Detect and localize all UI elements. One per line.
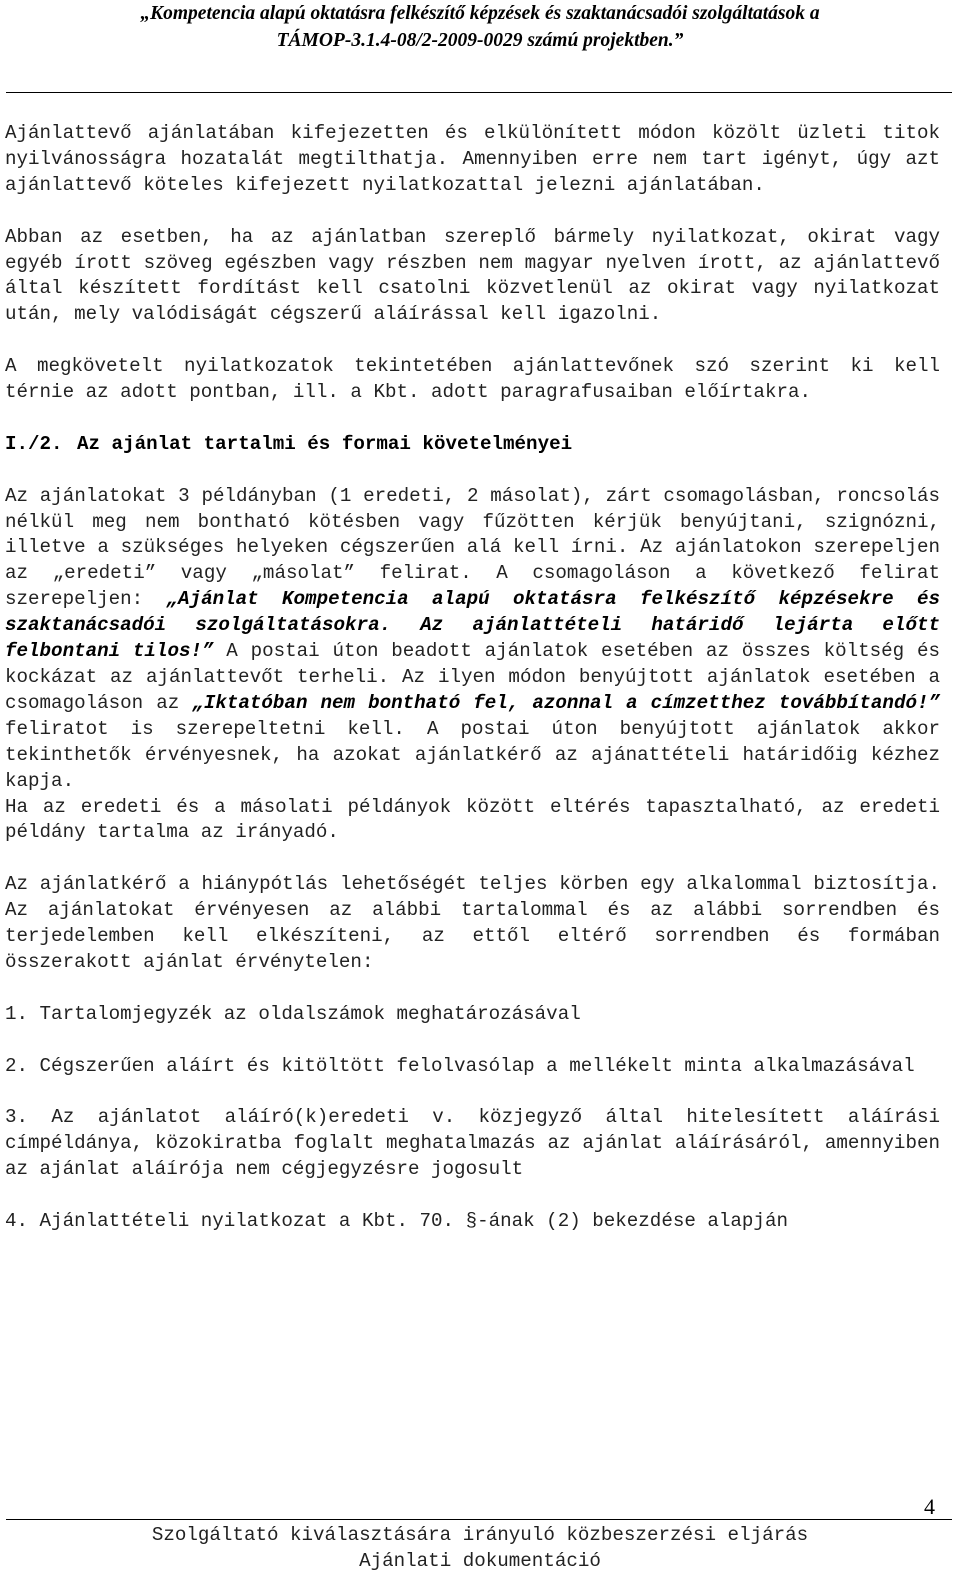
footer-line-2: Ajánlati dokumentáció [359,1550,601,1572]
list-item: 3. Az ajánlatot aláíró(k)eredeti v. közjegyző által hitelesített aláírási címpéldánya, közokiratba foglalt meghatalmazás az ajánlat aláírásáról, amennyiben az ajánlat aláírója nem cégjegyzésre jogosult [5,1106,940,1181]
submission-text-3: feliratot is szerepeltetni kell. A postai úton benyújtott ajánlatok akkor tekinthetők érvényesnek, ha azokat ajánlatkérő az ajánattételi határidőig kézhez kapja. [5,717,940,792]
submission-text-2: A postai úton beadott ajánlatok esetében az összes költség és kockázat az ajánlattevőt terheli. Az ilyen módon benyújtott ajánlatok esetében a csomagoláson az [5,640,940,714]
paragraph-trade-secret: Ajánlattevő ajánlatában kifejezetten és elkülönített módon közölt üzleti titok nyilvánosságra hozatalát megtilthatja. Amennyiben erre nem tart igényt, úgy azt ajánlattevő köteles kifejezett nyilatkozattal jelezni ajánlatában. [5,122,940,196]
paragraph-declarations: A megkövetelt nyilatkozatok tekintetében ajánlattevőnek szó szerint ki kell térnie az adott pontban, ill. a Kbt. adott paragrafusaiban előírtakra. [5,355,940,404]
paragraph-original-copy: Ha az eredeti és a másolati példányok között eltérés tapasztalható, az eredeti példány tartalma az irányadó. [5,795,940,844]
footer-line-1: Szolgáltató kiválasztására irányuló közbeszerzési eljárás [151,1524,809,1546]
paragraph-deficiency: Az ajánlatkérő a hiánypótlás lehetőségét teljes körben egy alkalommal biztosítja. Az ajánlatokat érvényesen az alábbi tartalommal és az alábbi sorrendben és terjedelemben kell elkészíteni, az ettől eltérő sorrendben és formában összerakott ajánlat érvénytelen: [5,873,940,973]
header-line-1: „Kompetencia alapú oktatásra felkészítő képzések és szaktanácsadói szolgáltatások a [140,3,820,24]
page-number: 4 [924,1494,935,1519]
page-header [0,0,960,54]
document-body [5,121,940,1235]
section-heading [5,432,940,458]
registry-label-text: „Iktatóban nem bontható fel, azonnal a címzetthez továbbítandó!” [192,691,940,714]
envelope-label-text: „Ajánlat Kompetencia alapú oktatásra felkészítő képzésekre és szaktanácsadói szolgáltatásokra. Az ajánlattételi határidő lejárta előtt felbontani tilos!” [5,588,940,663]
paragraph-submission [5,484,940,795]
submission-text-1: Az ajánlatokat 3 példányban (1 eredeti, 2 másolat), zárt csomagolásban, roncsolás nélkül meg nem bontható kötésben vagy fűzötten kérjük benyújtani, szignózni, illetve a szükséges helyeken cégszerűen alá kell írni. Az ajánlatokon szerepeljen az „eredeti” vagy „másolat” felirat. A csomagoláson a következő felirat szerepeljen: [5,484,940,611]
paragraph-translation: Abban az esetben, ha az ajánlatban szereplő bármely nyilatkozat, okirat vagy egyéb írott szöveg egészben vagy részben nem magyar nyelven írott, az ajánlattevő által készített fordítást kell csatolni közvetlenül az okirat vagy nyilatkozat után, mely valódiságát cégszerű aláírással kell igazolni. [5,225,940,326]
footer-divider [6,1519,952,1520]
section-number: I./2. [5,432,63,455]
header-divider [6,92,952,93]
section-title: Az ajánlat tartalmi és formai követelményei [77,432,573,455]
header-line-2: TÁMOP-3.1.4-08/2-2009-0029 számú projektben.” [276,30,684,51]
list-item: 2. Cégszerűen aláírt és kitöltött felolvasólap a mellékelt minta alkalmazásával [5,1054,915,1077]
list-item: 1. Tartalomjegyzék az oldalszámok meghatározásával [5,1002,581,1025]
page-footer [0,1522,960,1574]
list-item: 4. Ajánlattételi nyilatkozat a Kbt. 70. §-ának (2) bekezdése alapján [5,1209,788,1232]
